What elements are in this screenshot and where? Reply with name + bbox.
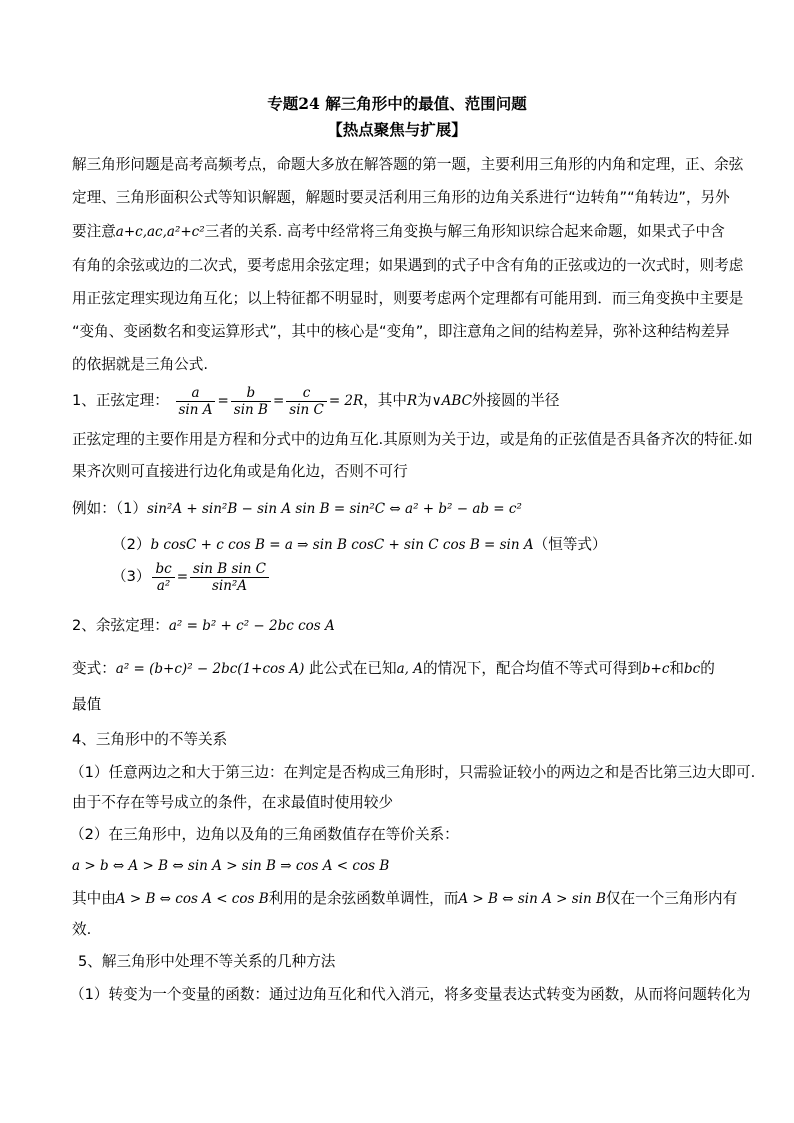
- section-5-heading: 5、解三角形中处理不等关系的几种方法: [78, 953, 336, 970]
- example-1: [72, 499, 522, 519]
- fraction-denominator: sin A: [178, 401, 213, 418]
- example-label: （2）: [112, 536, 151, 553]
- ineq-p1-line2: 由于不存在等号成立的条件，在求最值时使用较少: [72, 794, 394, 811]
- fraction-numerator: sin B sin C: [190, 561, 269, 578]
- example-3: （3） $\frac{bc}{\text{a²}}$ = $\frac{\text{sin B sin C}}{\text{sin²A}}$: [112, 560, 271, 594]
- intro-text: 要注意: [72, 223, 116, 240]
- intro-formula: a+c,ac,a²+c²: [115, 224, 205, 240]
- intro-text: 三者的关系. 高考中经常将三角变换与解三角形知识综合起来命题，如果式子中含: [204, 223, 725, 240]
- sine-law-rhs: = 2R: [328, 393, 364, 409]
- fraction: [176, 385, 216, 418]
- triangle-symbol: ∨ABC: [431, 393, 472, 409]
- cosine-law: [72, 616, 335, 636]
- fraction-numerator: a: [176, 385, 216, 402]
- variant-text: 此公式在已知: [304, 660, 397, 677]
- ineq-p1-line1: （1）任意两边之和大于第三边：在判定是否构成三角形时，只需验证较小的两边之和是否比第三边大即可.: [70, 764, 756, 781]
- variant-label: 变式：: [72, 660, 116, 677]
- variant-text: 和: [669, 660, 685, 677]
- ineq-p3-line2: 效.: [72, 921, 92, 938]
- doc-title: 专题24 解三角形中的最值、范围问题: [267, 94, 527, 113]
- variant-line: [72, 659, 715, 679]
- section-4-heading: 4、三角形中的不等关系: [72, 731, 228, 748]
- variant-line-2: 最值: [72, 696, 102, 713]
- ineq-text: 仅在一个三角形内有: [605, 890, 738, 907]
- fraction-numerator: b: [231, 385, 271, 402]
- fraction: [231, 385, 271, 418]
- variant-formula: a² = (b+c)² − 2bc(1+cos A): [115, 661, 305, 677]
- sine-law-text: ，其中: [363, 392, 407, 409]
- doc-subtitle: 【热点聚焦与扩展】: [327, 120, 467, 139]
- ineq-text: 利用的是余弦函数单调性，而: [268, 890, 459, 907]
- example-note: （恒等式）: [533, 536, 607, 553]
- sine-law: 1、正弦定理： $\frac{a}{\text{sin A}}$ = $\frac{b}{\text{sin B}}$ = $\frac{c}{\text{sin C}}$ = 2R，其中R为∨ABC外接圆的半径: [72, 384, 560, 418]
- cosine-law-label: 2、余弦定理：: [72, 617, 169, 634]
- sine-note-2: 果齐次则可直接进行边化角或是角化边，否则不可行: [72, 463, 408, 480]
- example-2: [112, 535, 607, 555]
- fraction: [286, 385, 327, 418]
- methods-p1: （1）转变为一个变量的函数：通过边角互化和代入消元，将多变量表达式转变为函数，从而将问题转化为: [70, 986, 751, 1003]
- sine-law-text: 为: [417, 392, 432, 409]
- variant-symbol: a, A: [396, 661, 423, 677]
- example-label: （3）: [112, 568, 151, 585]
- fraction-numerator: bc: [152, 561, 174, 578]
- radius-symbol: R: [406, 393, 418, 409]
- intro-line-2: 定理、三角形面积公式等知识解题，解题时要灵活利用三角形的边角关系进行“边转角”“角转边”，另外: [72, 189, 730, 206]
- fraction-numerator: c: [286, 385, 327, 402]
- variant-symbol: b+c: [641, 661, 670, 677]
- example-formula: sin²A + sin²B − sin A sin B = sin²C ⇔ a² + b² − ab = c²: [146, 501, 522, 517]
- fraction: [152, 561, 174, 594]
- sine-law-text: 外接圆的半径: [471, 392, 560, 409]
- intro-line-4: 有角的余弦或边的二次式，要考虑用余弦定理；如果遇到的式子中含有角的正弦或边的一次式时，则考虑: [72, 257, 744, 274]
- intro-line-6: “变角、变函数名和变运算形式”，其中的核心是“变角”，即注意角之间的结构差异，弥补这种结构差异: [72, 323, 730, 340]
- variant-symbol: bc: [684, 661, 701, 677]
- fraction: [190, 561, 269, 594]
- intro-line-7: 的依据就是三角公式.: [72, 356, 208, 373]
- cosine-law-formula: a² = b² + c² − 2bc cos A: [168, 618, 335, 634]
- sine-note-1: 正弦定理的主要作用是方程和分式中的边角互化.其原则为关于边，或是角的正弦值是否具备齐次的特征.如: [72, 431, 753, 448]
- sine-law-label: 1、正弦定理：: [72, 392, 169, 409]
- variant-text: 的: [700, 660, 715, 677]
- intro-line-5: 用正弦定理实现边角互化；以上特征都不明显时，则要考虑两个定理都有可能用到．而三角变换中主要是: [72, 290, 744, 307]
- ineq-formula: A > B ⇔ sin A > sin B: [458, 891, 606, 907]
- fraction-denominator: sin B: [233, 401, 268, 418]
- ineq-p2: （2）在三角形中，边角以及角的三角函数值存在等价关系：: [70, 826, 459, 843]
- ineq-text: 其中由: [72, 890, 116, 907]
- example-formula: b cosC + c cos B = a ⇒ sin B cosC + sin C cos B = sin A: [150, 537, 534, 553]
- intro-line-3: [72, 222, 725, 242]
- intro-line-1: 解三角形问题是高考高频考点，命题大多放在解答题的第一题，主要利用三角形的内角和定理，正、余弦: [72, 156, 744, 173]
- variant-text: 的情况下，配合均值不等式可得到: [422, 660, 642, 677]
- fraction-denominator: sin²A: [211, 577, 248, 594]
- fraction-denominator: sin C: [289, 401, 324, 418]
- ineq-formula: A > B ⇔ cos A < cos B: [115, 891, 269, 907]
- example-label: 例如：（1）: [72, 500, 147, 517]
- fraction-denominator: a²: [156, 577, 171, 594]
- ineq-p3-line1: [72, 889, 737, 909]
- ineq-chain-formula: a > b ⇔ A > B ⇔ sin A > sin B ⇒ cos A < cos B: [72, 858, 390, 874]
